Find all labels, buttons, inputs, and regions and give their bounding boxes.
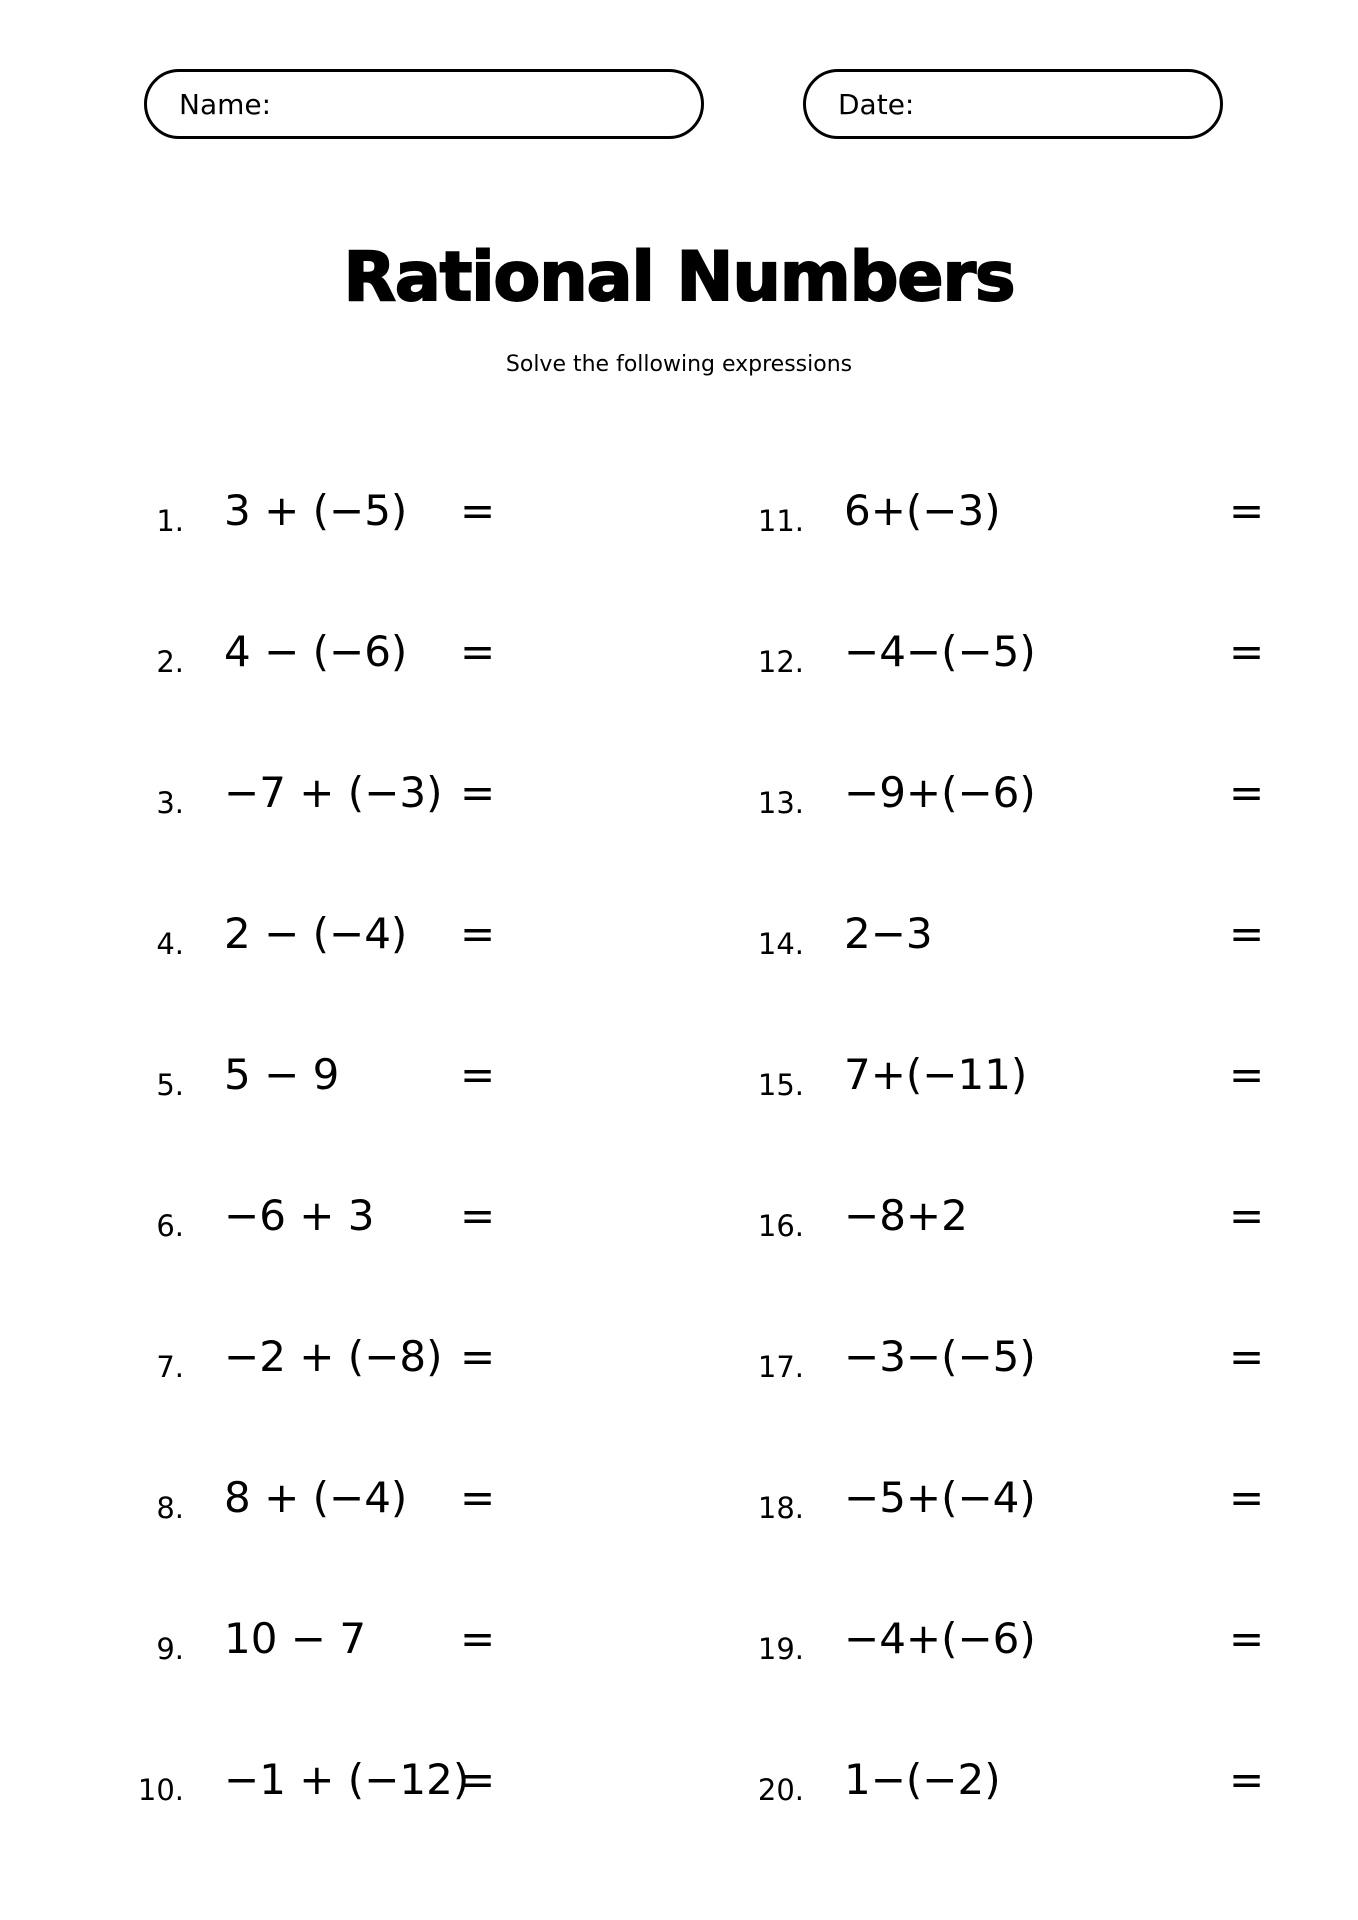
problem-number: 8. xyxy=(156,1491,184,1525)
equals-sign: = xyxy=(1229,1332,1265,1381)
date-field[interactable] xyxy=(803,69,1223,139)
equals-sign: = xyxy=(1229,768,1265,817)
equals-sign: = xyxy=(460,909,496,958)
problem-expression: 6+(−3) xyxy=(844,486,1001,535)
problem-number: 13. xyxy=(757,786,804,820)
equals-sign: = xyxy=(1229,1755,1265,1804)
equals-sign: = xyxy=(460,486,496,535)
problem-expression: 2 − (−4) xyxy=(224,909,408,958)
problem-expression: −8+2 xyxy=(844,1191,968,1240)
problem-number: 9. xyxy=(156,1632,184,1666)
problem-number: 14. xyxy=(757,927,804,961)
date-label: Date: xyxy=(838,87,915,121)
equals-sign: = xyxy=(460,768,496,817)
page-subtitle: Solve the following expressions xyxy=(505,352,853,377)
problem-expression: −2 + (−8) xyxy=(224,1332,443,1381)
equals-sign: = xyxy=(1229,1050,1265,1099)
problem-expression: −4−(−5) xyxy=(844,627,1036,676)
equals-sign: = xyxy=(1229,486,1265,535)
problem-number: 19. xyxy=(757,1632,804,1666)
equals-sign: = xyxy=(1229,909,1265,958)
problem-expression: −4+(−6) xyxy=(844,1614,1036,1663)
problem-number: 18. xyxy=(757,1491,804,1525)
problem-expression: −1 + (−12) xyxy=(224,1755,470,1804)
problem-expression: −7 + (−3) xyxy=(224,768,443,817)
problem-expression: 5 − 9 xyxy=(224,1050,340,1099)
problem-expression: 7+(−11) xyxy=(844,1050,1028,1099)
equals-sign: = xyxy=(460,627,496,676)
problem-expression: −3−(−5) xyxy=(844,1332,1036,1381)
problem-number: 1. xyxy=(156,504,184,538)
problem-expression: −5+(−4) xyxy=(844,1473,1036,1522)
problem-number: 4. xyxy=(156,927,184,961)
problem-number: 7. xyxy=(156,1350,184,1384)
equals-sign: = xyxy=(460,1191,496,1240)
problem-expression: 4 − (−6) xyxy=(224,627,408,676)
problem-expression: 8 + (−4) xyxy=(224,1473,408,1522)
problem-number: 5. xyxy=(156,1068,184,1102)
problem-number: 6. xyxy=(156,1209,184,1243)
problem-expression: 3 + (−5) xyxy=(224,486,408,535)
problem-number: 10. xyxy=(137,1773,184,1807)
problem-number: 3. xyxy=(156,786,184,820)
problem-expression: 10 − 7 xyxy=(224,1614,367,1663)
equals-sign: = xyxy=(460,1050,496,1099)
problem-number: 2. xyxy=(156,645,184,679)
page-title: Rational Numbers xyxy=(343,238,1015,317)
problem-number: 17. xyxy=(757,1350,804,1384)
problem-number: 15. xyxy=(757,1068,804,1102)
equals-sign: = xyxy=(1229,1614,1265,1663)
equals-sign: = xyxy=(1229,627,1265,676)
problem-number: 16. xyxy=(757,1209,804,1243)
equals-sign: = xyxy=(460,1473,496,1522)
name-label: Name: xyxy=(179,87,272,121)
problem-expression: 1−(−2) xyxy=(844,1755,1001,1804)
problem-number: 11. xyxy=(757,504,804,538)
equals-sign: = xyxy=(460,1755,496,1804)
equals-sign: = xyxy=(460,1614,496,1663)
name-field[interactable] xyxy=(144,69,704,139)
equals-sign: = xyxy=(1229,1191,1265,1240)
problem-expression: −6 + 3 xyxy=(224,1191,375,1240)
equals-sign: = xyxy=(460,1332,496,1381)
equals-sign: = xyxy=(1229,1473,1265,1522)
problem-expression: 2−3 xyxy=(844,909,933,958)
problem-number: 20. xyxy=(757,1773,804,1807)
problem-number: 12. xyxy=(757,645,804,679)
problem-expression: −9+(−6) xyxy=(844,768,1036,817)
